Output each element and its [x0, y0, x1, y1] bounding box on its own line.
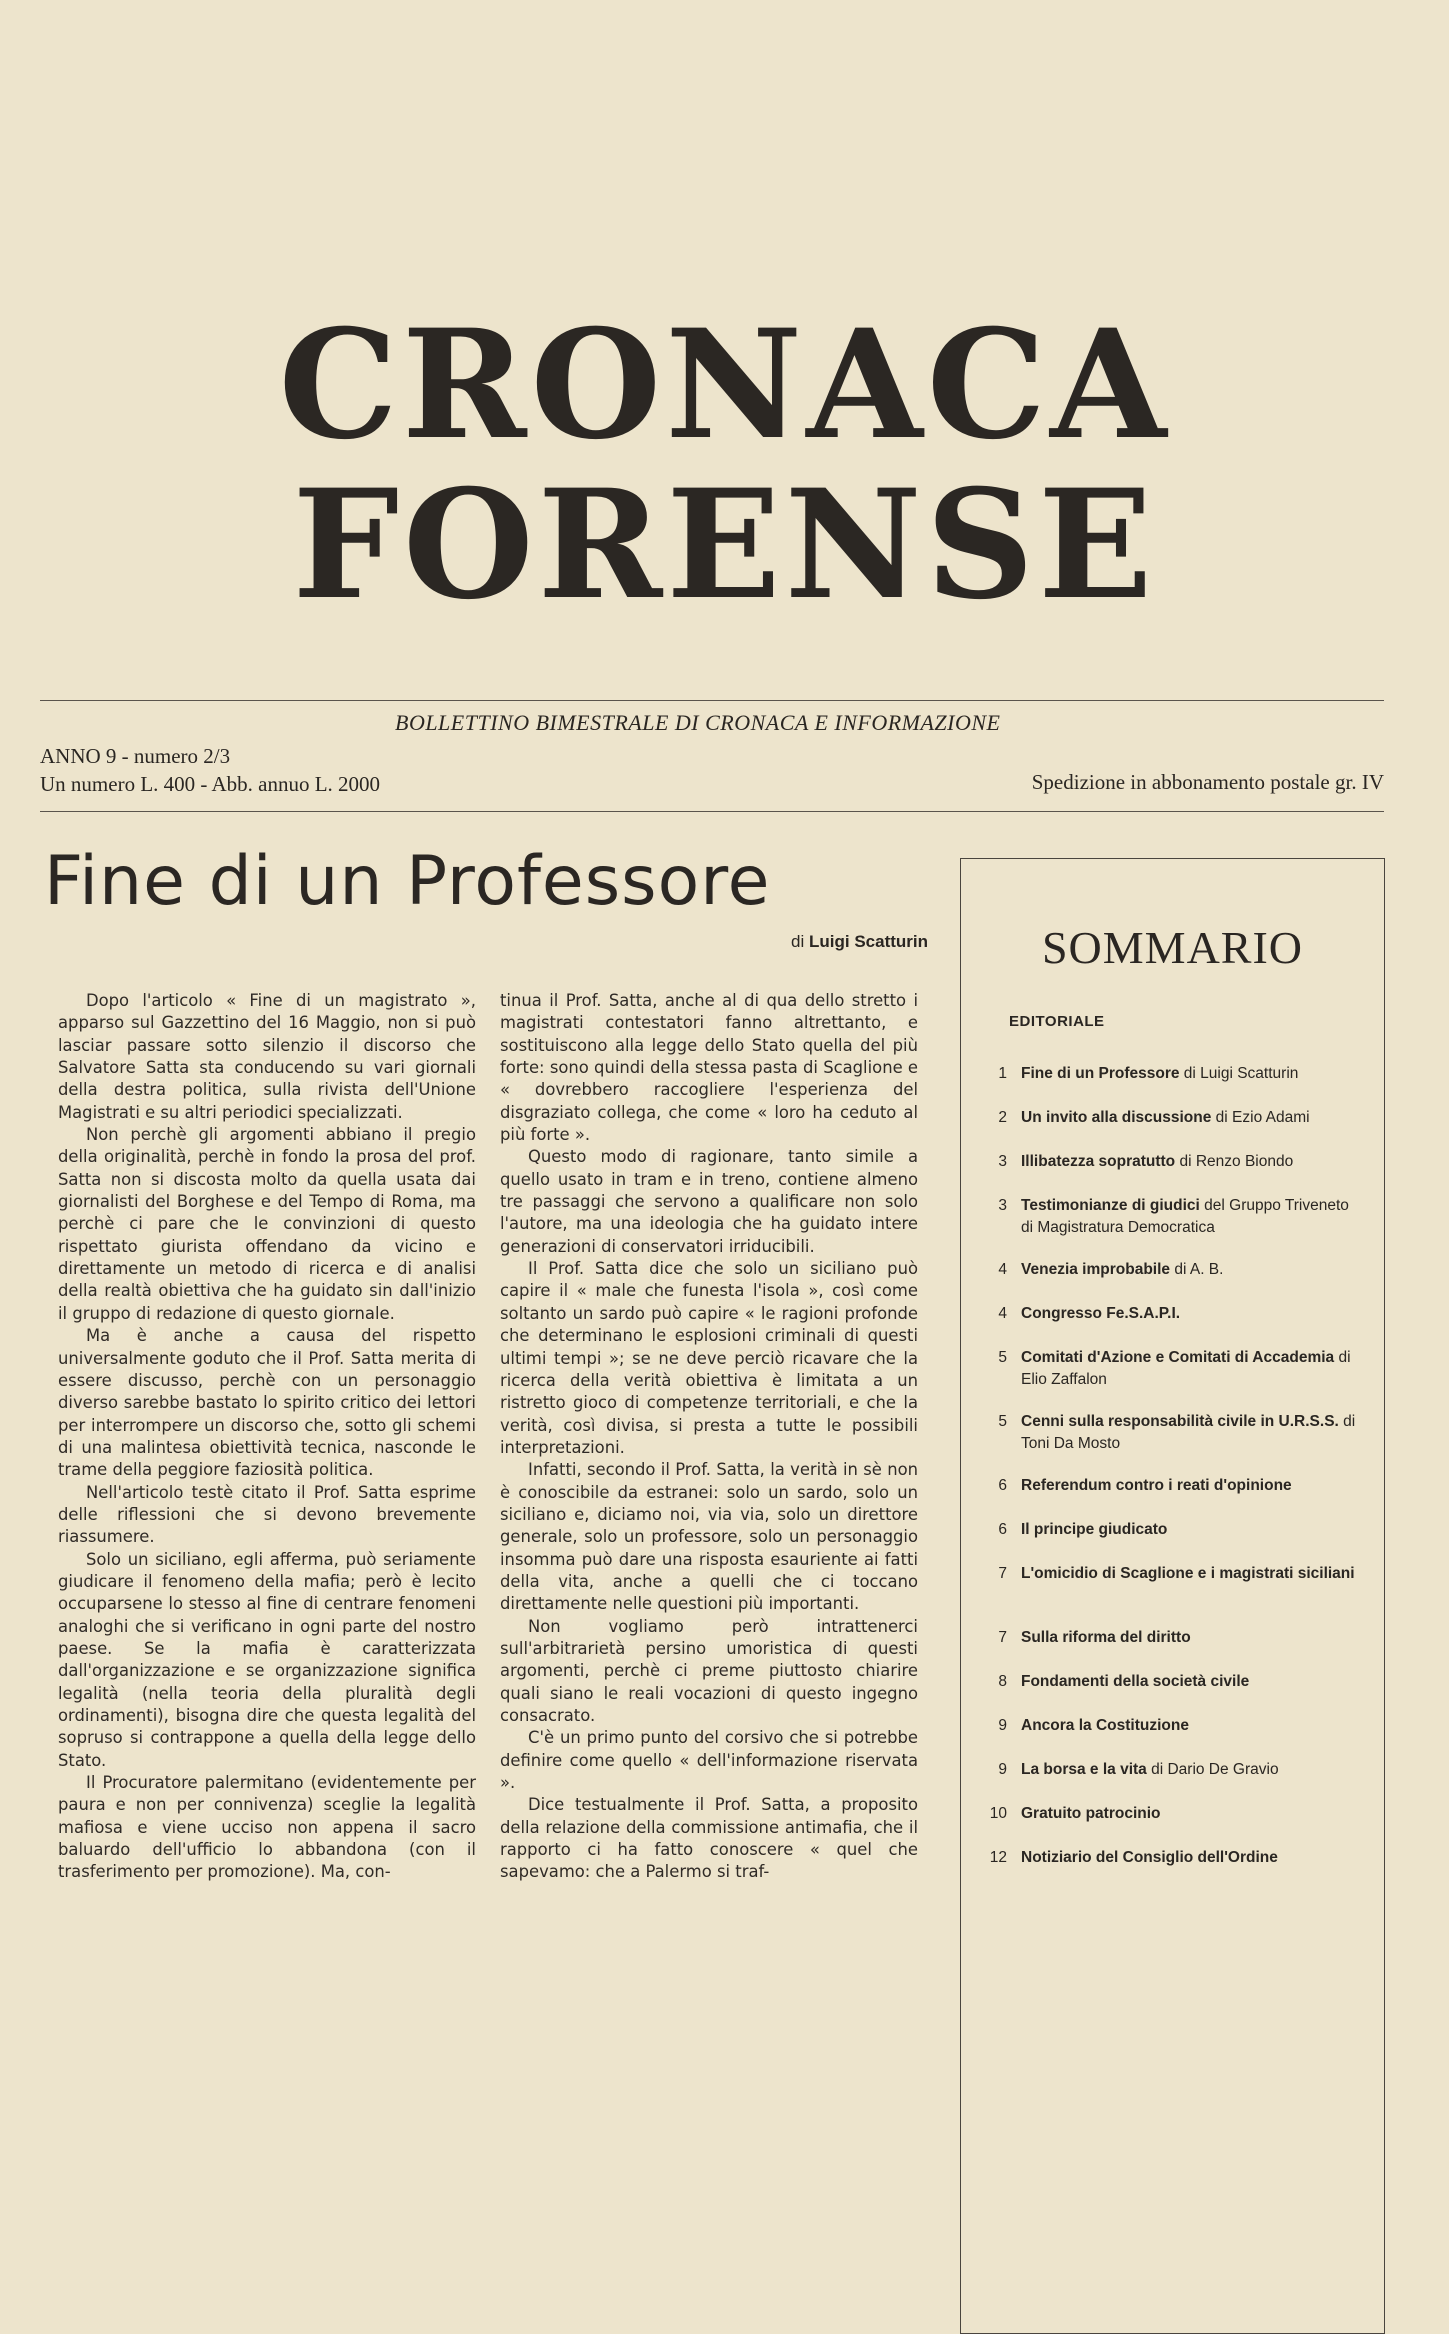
toc-entry — [1021, 1063, 1361, 1085]
toc-entry — [1021, 1303, 1361, 1325]
toc-entry — [1021, 1671, 1361, 1693]
article-paragraph: Solo un siciliano, egli afferma, può seriamente giudicare il fenomeno della mafia; però è lecito occuparsene lo stesso al fine di centrare fenomeni analoghi che si verificano in ogni parte del nostro paese. Se la mafia è caratterizzata dall'organizzazione e se organizzazione significa legalità (nella teoria della pluralità degli ordinamenti), bisogna dire che questa legalità del sopruso si contrappone a quella della legge dello Stato. — [58, 1549, 476, 1770]
toc-page-number: 4 — [998, 1261, 1007, 1278]
toc-section-label: EDITORIALE — [1009, 1013, 1105, 1030]
article-column-2 — [500, 990, 918, 1884]
toc-entry — [1021, 1803, 1361, 1825]
article-author: Luigi Scatturin — [809, 932, 928, 951]
toc-entry — [1021, 1627, 1361, 1649]
toc-entry-title: Venezia improbabile — [1021, 1261, 1171, 1278]
toc-page-number: 1 — [998, 1065, 1007, 1082]
toc-entry-title: Ancora la Costituzione — [1021, 1717, 1189, 1734]
toc-item — [981, 1847, 1361, 1891]
toc-entry-title: Fondamenti della società civile — [1021, 1673, 1250, 1690]
toc-page-number: 4 — [998, 1305, 1007, 1322]
top-rule — [40, 700, 1384, 701]
byline-prefix: di — [791, 932, 805, 951]
shipping-note: Spedizione in abbonamento postale gr. IV — [1031, 770, 1384, 794]
toc-entry-author: di A. B. — [1174, 1261, 1224, 1278]
masthead-line-2: FORENSE — [292, 457, 1157, 633]
toc-page-number: 7 — [998, 1565, 1007, 1582]
article-column-1 — [58, 990, 476, 1884]
article-paragraph: Nell'articolo testè citato il Prof. Satta esprime delle riflessioni che si devono brevemente riassumere. — [58, 1482, 476, 1547]
toc-page-number: 10 — [989, 1805, 1007, 1822]
toc-entry — [1021, 1563, 1361, 1585]
toc-item — [981, 1347, 1361, 1411]
toc-entry-title: Comitati d'Azione e Comitati di Accademia — [1021, 1349, 1335, 1366]
toc-entry-author: di Renzo Biondo — [1179, 1153, 1294, 1170]
toc-entry-title: Sulla riforma del diritto — [1021, 1629, 1191, 1646]
toc-page-number: 6 — [998, 1521, 1007, 1538]
toc-entry — [1021, 1107, 1361, 1129]
article-paragraph: C'è un primo punto del corsivo che si potrebbe definire come quello « dell'informazione riservata ». — [500, 1728, 918, 1793]
toc-entry-author: di Ezio Adami — [1215, 1109, 1310, 1126]
issue-price: Un numero L. 400 - Abb. annuo L. 2000 — [40, 772, 381, 796]
masthead-line-1: CRONACA — [278, 297, 1171, 473]
toc-entry-title: Fine di un Professore — [1021, 1065, 1180, 1082]
toc-item — [981, 1519, 1361, 1563]
article-paragraph: tinua il Prof. Satta, anche al di qua dello stretto i magistrati contestatori fanno altrettanto, e sostituiscono alla legge dello Stato quella del più forte: sono quindi della stessa pasta di Scaglione e « dovrebbero raccogliere l'esperienza del disgraziato collega, che come « loro ha ceduto al più forte ». — [500, 991, 918, 1145]
toc-item — [981, 1151, 1361, 1195]
article-paragraph: Non vogliamo però intrattenerci sull'arbitrarietà persino umoristica di questi argomenti, perchè ci preme piuttosto chiarire quali siano le reali vocazioni di questo ingegno consacrato. — [500, 1616, 918, 1725]
toc-item — [981, 1195, 1361, 1259]
article-paragraph: Il Procuratore palermitano (evidentemente per paura e non per connivenza) sceglie la legalità mafiosa e viene ucciso non appena il sacro baluardo dell'ufficio lo abbandona (con il trasferimento per promozione). Ma, con- — [58, 1773, 476, 1882]
issue-info — [40, 742, 380, 798]
toc-entry — [1021, 1411, 1361, 1455]
toc-item — [981, 1627, 1361, 1671]
toc-page-number: 6 — [998, 1477, 1007, 1494]
toc-entry — [1021, 1475, 1361, 1497]
toc-item — [981, 1671, 1361, 1715]
toc-entry — [1021, 1195, 1361, 1239]
toc-page-number: 5 — [998, 1413, 1007, 1430]
toc-page-number: 5 — [998, 1349, 1007, 1366]
toc-entry-title: L'omicidio di Scaglione e i magistrati siciliani — [1021, 1565, 1355, 1582]
toc-entry — [1021, 1151, 1361, 1173]
toc-item — [981, 1715, 1361, 1759]
toc-entry-author: di Luigi Scatturin — [1183, 1065, 1299, 1082]
toc-entry-title: Testimonianze di giudici — [1021, 1197, 1200, 1214]
toc-entry-title: Un invito alla discussione — [1021, 1109, 1212, 1126]
toc-page-number: 3 — [998, 1197, 1007, 1214]
masthead — [0, 297, 1449, 633]
toc-page-number: 8 — [998, 1673, 1007, 1690]
toc-item — [981, 1563, 1361, 1627]
toc-item — [981, 1063, 1361, 1107]
toc-entry — [1021, 1759, 1361, 1781]
toc-entry-author: di Toni Da Mosto — [1021, 1413, 1356, 1452]
article-paragraph: Ma è anche a causa del rispetto universalmente goduto che il Prof. Satta merita di essere discusso, perchè con un personaggio diverso sarebbe bastato lo spirito critico dei lettori per interrompere un discorso che, sotto gli schemi di una malintesa obiettività tecnica, nasconde le trame della peggiore faziosità politica. — [58, 1326, 476, 1480]
toc-entry — [1021, 1715, 1361, 1737]
article-paragraph: Questo modo di ragionare, tanto simile a quello usato in tram e in treno, contiene almeno tre passaggi che servono a qualificare non solo l'autore, ma una ideologia che ha guidato intere generazioni di conservatori irriducibili. — [500, 1147, 918, 1256]
toc-entry-title: Cenni sulla responsabilità civile in U.R.S.S. — [1021, 1413, 1339, 1430]
article-paragraph: Non perchè gli argomenti abbiano il pregio della originalità, perchè in fondo la prosa del prof. Satta non si discosta molto da quella usata dai giornalisti del Borghese e del Tempo di Roma, ma perchè ci pare che le convinzioni di questo rispettato giurista offendano da vicino e direttamente un metodo di ricerca e di analisi della realtà obiettiva che ha guidato sin dall'inizio il gruppo di redazione di questo giornale. — [58, 1125, 476, 1323]
article-title: Fine di un Professore — [44, 842, 771, 921]
toc-entry — [1021, 1847, 1361, 1869]
toc-item — [981, 1411, 1361, 1475]
toc-entry-author: del Gruppo Triveneto di Magistratura Democratica — [1021, 1197, 1349, 1236]
publication-subtitle: BOLLETTINO BIMESTRALE DI CRONACA E INFORMAZIONE — [395, 710, 1001, 735]
toc-entry-title: Il principe giudicato — [1021, 1521, 1168, 1538]
toc-item — [981, 1759, 1361, 1803]
article-byline — [740, 932, 928, 952]
toc-page-number: 3 — [998, 1153, 1007, 1170]
toc-page-number: 12 — [989, 1849, 1007, 1866]
toc-entry-title: Congresso Fe.S.A.P.I. — [1021, 1305, 1181, 1322]
article-paragraph: Infatti, secondo il Prof. Satta, la verità in sè non è conoscibile da estranei: solo un sardo, solo un siciliano e, diciamo noi, via via, solo un direttore generale, solo un professore, solo un personaggio insomma può dare una risposta esauriente ai fatti della vita, anche a quelli che ci toccano direttamente nelle questioni più importanti. — [500, 1460, 918, 1614]
toc-title: SOMMARIO — [1041, 922, 1304, 973]
toc-entry-title: Referendum contro i reati d'opinione — [1021, 1477, 1292, 1494]
toc-list — [981, 1063, 1361, 1891]
toc-item — [981, 1107, 1361, 1151]
toc-entry-title: Notiziario del Consiglio dell'Ordine — [1021, 1849, 1278, 1866]
toc-entry — [1021, 1519, 1361, 1541]
issue-number: ANNO 9 - numero 2/3 — [40, 744, 231, 768]
toc-page-number: 9 — [998, 1761, 1007, 1778]
toc-entry-title: La borsa e la vita — [1021, 1761, 1147, 1778]
table-of-contents — [960, 858, 1385, 2334]
toc-page-number: 7 — [998, 1629, 1007, 1646]
toc-entry — [1021, 1259, 1361, 1281]
article-paragraph: Dice testualmente il Prof. Satta, a proposito della relazione della commissione antimafia, che il rapporto ci ha fatto conoscere « quel che sapevamo: che a Palermo si traf- — [500, 1795, 918, 1882]
toc-item — [981, 1303, 1361, 1347]
toc-item — [981, 1259, 1361, 1303]
article-paragraph: Dopo l'articolo « Fine di un magistrato », apparso sul Gazzettino del 16 Maggio, non si può lasciar passare sotto silenzio il discorso che Salvatore Satta sta conducendo su vari giornali della destra politica, sulla rivista dell'Unione Magistrati e su altri periodici specializzati. — [58, 991, 476, 1122]
toc-entry — [1021, 1347, 1361, 1391]
toc-item — [981, 1475, 1361, 1519]
toc-entry-title: Illibatezza sopratutto — [1021, 1153, 1176, 1170]
article-paragraph: Il Prof. Satta dice che solo un siciliano può capire il « male che funesta l'isola », così come soltanto un sardo può capire « le ragioni profonde che determinano le esplosioni criminali di questi ultimi tempi »; se ne deve perciò ricavare che la ricerca della verità obiettiva è limitata a un ristretto gioco di competenze territoriali, e che la verità, così divisa, si presta a tutte le possibili interpretazioni. — [500, 1259, 918, 1457]
bottom-rule — [40, 811, 1384, 812]
toc-entry-author: di Dario De Gravio — [1151, 1761, 1279, 1778]
toc-item — [981, 1803, 1361, 1847]
toc-entry-author: di Elio Zaffalon — [1021, 1349, 1351, 1388]
toc-entry-title: Gratuito patrocinio — [1021, 1805, 1161, 1822]
toc-page-number: 9 — [998, 1717, 1007, 1734]
toc-page-number: 2 — [998, 1109, 1007, 1126]
